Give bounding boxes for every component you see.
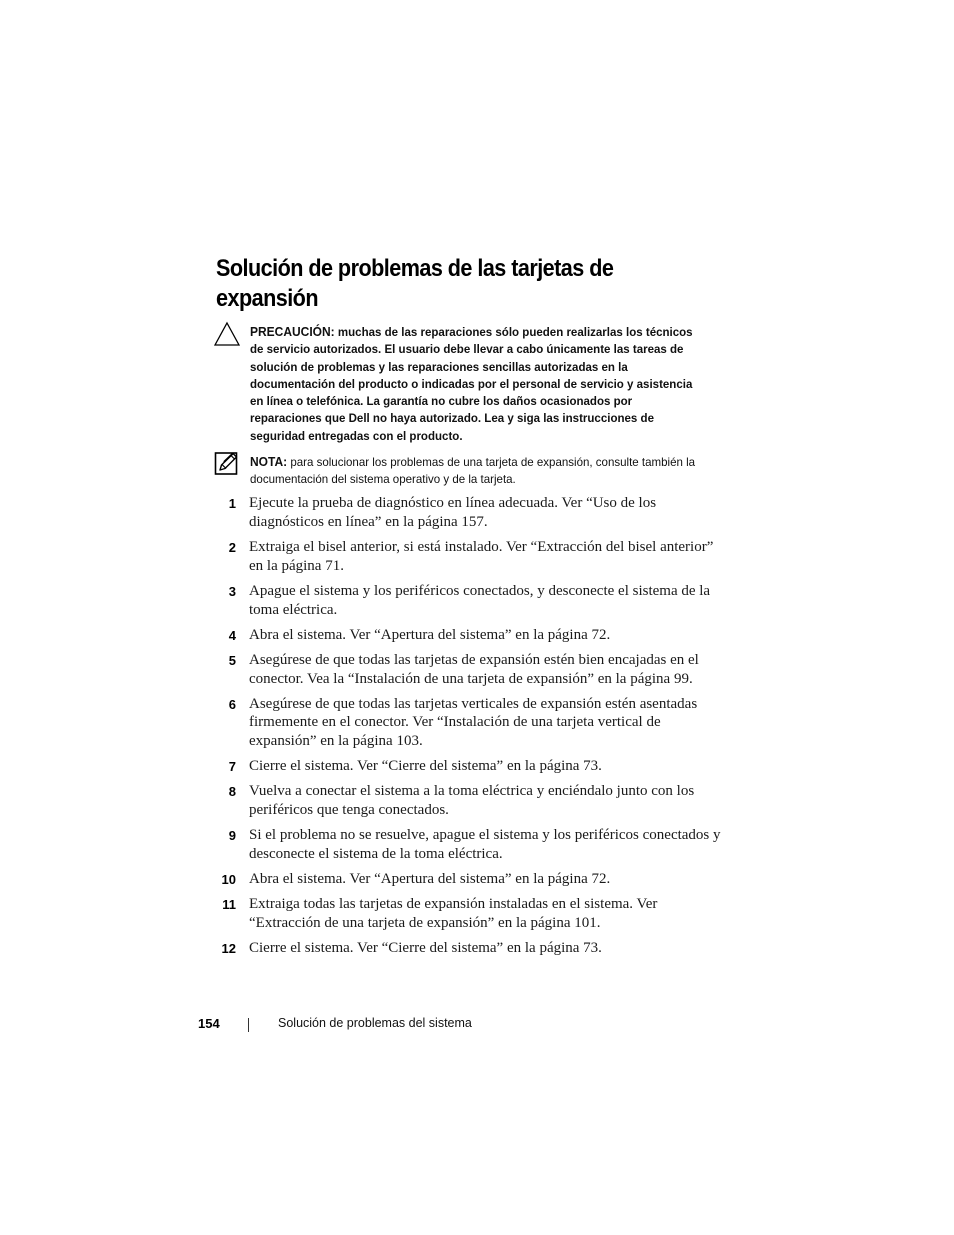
- list-item: [212, 895, 722, 933]
- footer-page-number: 154: [198, 1016, 220, 1031]
- step-number: 8: [228, 784, 236, 800]
- note-label: NOTA:: [250, 455, 288, 469]
- caution-notice: [250, 324, 725, 445]
- list-item: [212, 582, 722, 620]
- step-number: 9: [228, 828, 236, 844]
- caution-label: PRECAUCIÓN:: [250, 325, 335, 339]
- list-item: [212, 626, 722, 645]
- step-number: 4: [228, 627, 236, 643]
- step-number: 10: [221, 872, 236, 888]
- step-number: 1: [228, 496, 236, 511]
- step-number: 5: [228, 652, 236, 668]
- step-text: Asegúrese de que todas las tarjetas verticales de expansión estén asentadas firmemente en el conector. Ver “Instalación de una tarjeta vertical de expansión” en la página 103.: [249, 695, 698, 750]
- footer-section-title: Solución de problemas del sistema: [278, 1016, 472, 1030]
- troubleshooting-steps: [212, 494, 722, 964]
- note-pencil-icon: [214, 450, 240, 476]
- step-number: 3: [228, 583, 236, 599]
- list-item: [212, 695, 722, 751]
- list-item: [212, 826, 722, 864]
- step-text: Apague el sistema y los periféricos conectados, y desconecte el sistema de la toma eléctrica.: [249, 582, 711, 618]
- step-text: Si el problema no se resuelve, apague el sistema y los periféricos conectados y desconecte el sistema de la toma eléctrica.: [249, 827, 721, 863]
- step-text: Extraiga todas las tarjetas de expansión instaladas en el sistema. Ver “Extracción de una tarjeta de expansión” en la página 101.: [249, 896, 658, 932]
- step-number: 12: [221, 941, 236, 957]
- list-item: [212, 782, 722, 820]
- step-text: Ejecute la prueba de diagnóstico en línea adecuada. Ver “Uso de los diagnósticos en línea” en la página 157.: [249, 495, 657, 530]
- footer-divider: [248, 1018, 249, 1032]
- step-text: Cierre el sistema. Ver “Cierre del sistema” en la página 73.: [249, 758, 602, 775]
- list-item: [212, 870, 722, 889]
- step-text: Extraiga el bisel anterior, si está instalado. Ver “Extracción del bisel anterior” en la página 71.: [249, 538, 714, 574]
- step-text: Vuelva a conectar el sistema a la toma eléctrica y enciéndalo junto con los periféricos que tenga conectados.: [249, 783, 695, 819]
- step-text: Abra el sistema. Ver “Apertura del sistema” en la página 72.: [249, 871, 611, 888]
- step-text: Abra el sistema. Ver “Apertura del sistema” en la página 72.: [249, 626, 611, 643]
- step-number: 7: [228, 759, 236, 775]
- page-title: Solución de problemas de las tarjetas de expansión: [216, 255, 614, 312]
- list-item: [212, 939, 722, 958]
- caution-triangle-icon: [214, 321, 240, 347]
- note-text: para solucionar los problemas de una tarjeta de expansión, consulte también la documentación del sistema operativo y de la tarjeta.: [250, 455, 696, 487]
- step-number: 2: [228, 539, 236, 555]
- list-item: [212, 651, 722, 689]
- step-number: 11: [222, 897, 236, 913]
- list-item: [212, 538, 722, 576]
- list-item: [212, 757, 722, 776]
- step-text: Asegúrese de que todas las tarjetas de expansión estén bien encajadas en el conector. Vea la “Instalación de una tarjeta de expansión” en la página 99.: [249, 651, 699, 687]
- caution-text: muchas de las reparaciones sólo pueden realizarlas los técnicos de servicio autorizados. El usuario debe llevar a cabo únicamente las tareas de solución de problemas y las reparaciones sencillas autorizadas en la documentación del producto o indicadas por el personal de servicio y asistencia en línea o telefónica. La garantía no cubre los daños ocasionados por reparaciones que Dell no haya autorizado. Lea y siga las instrucciones de seguridad entregadas con el producto.: [250, 325, 693, 443]
- step-number: 6: [228, 696, 236, 712]
- list-item: [212, 494, 722, 532]
- note-notice: [250, 454, 725, 489]
- step-text: Cierre el sistema. Ver “Cierre del sistema” en la página 73.: [249, 940, 602, 957]
